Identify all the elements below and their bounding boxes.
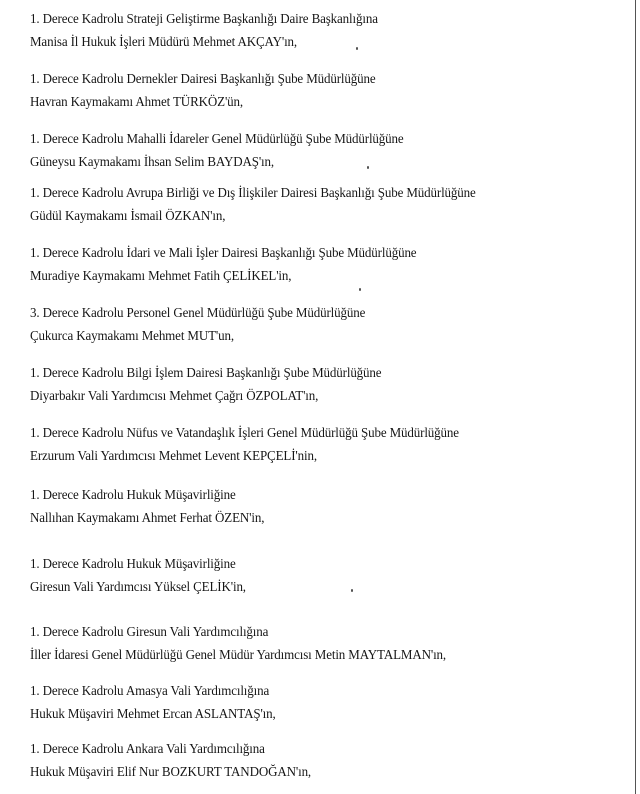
scan-speck bbox=[356, 47, 358, 50]
appointee-name: Çukurca Kaymakamı Mehmet MUT'un, bbox=[30, 329, 234, 344]
appointee-name: Erzurum Vali Yardımcısı Mehmet Levent KEPÇELİ'nin, bbox=[30, 449, 317, 464]
appointment-entry bbox=[30, 556, 620, 597]
appointee-name: İller İdaresi Genel Müdürlüğü Genel Müdür Yardımcısı Metin MAYTALMAN'ın, bbox=[30, 648, 447, 663]
appointee-name: Güdül Kaymakamı İsmail ÖZKAN'ın, bbox=[30, 209, 226, 224]
position-title: 1. Derece Kadrolu Avrupa Birliği ve Dış İlişkiler Dairesi Başkanlığı Şube Müdürlüğüne bbox=[30, 186, 476, 201]
scan-speck bbox=[359, 288, 361, 291]
page-edge-line bbox=[635, 0, 636, 794]
appointee-name: Giresun Vali Yardımcısı Yüksel ÇELİK'in, bbox=[30, 580, 246, 595]
position-title: 1. Derece Kadrolu Hukuk Müşavirliğine bbox=[30, 557, 236, 572]
position-title: 1. Derece Kadrolu Dernekler Dairesi Başkanlığı Şube Müdürlüğüne bbox=[30, 72, 376, 87]
appointment-entry bbox=[30, 11, 620, 52]
appointment-entry bbox=[30, 624, 620, 665]
appointment-entry bbox=[30, 365, 620, 406]
position-title: 1. Derece Kadrolu Ankara Vali Yardımcılığına bbox=[30, 742, 265, 757]
appointee-name: Diyarbakır Vali Yardımcısı Mehmet Çağrı ÖZPOLAT'ın, bbox=[30, 389, 319, 404]
appointment-entry bbox=[30, 305, 620, 346]
appointee-name: Muradiye Kaymakamı Mehmet Fatih ÇELİKEL'in, bbox=[30, 269, 292, 284]
position-title: 3. Derece Kadrolu Personel Genel Müdürlüğü Şube Müdürlüğüne bbox=[30, 306, 366, 321]
appointment-entry bbox=[30, 131, 620, 172]
appointment-entry bbox=[30, 741, 620, 782]
appointment-entry bbox=[30, 683, 620, 724]
appointee-name: Nallıhan Kaymakamı Ahmet Ferhat ÖZEN'in, bbox=[30, 511, 265, 526]
appointee-name: Havran Kaymakamı Ahmet TÜRKÖZ'ün, bbox=[30, 95, 244, 110]
appointee-name: Hukuk Müşaviri Elif Nur BOZKURT TANDOĞAN'ın, bbox=[30, 765, 312, 780]
position-title: 1. Derece Kadrolu Strateji Geliştirme Başkanlığı Daire Başkanlığına bbox=[30, 12, 378, 27]
position-title: 1. Derece Kadrolu Mahalli İdareler Genel Müdürlüğü Şube Müdürlüğüne bbox=[30, 132, 404, 147]
position-title: 1. Derece Kadrolu İdari ve Mali İşler Dairesi Başkanlığı Şube Müdürlüğüne bbox=[30, 246, 417, 261]
appointee-name: Hukuk Müşaviri Mehmet Ercan ASLANTAŞ'ın, bbox=[30, 707, 276, 722]
scan-speck bbox=[367, 166, 369, 169]
position-title: 1. Derece Kadrolu Amasya Vali Yardımcılığına bbox=[30, 684, 270, 699]
position-title: 1. Derece Kadrolu Bilgi İşlem Dairesi Başkanlığı Şube Müdürlüğüne bbox=[30, 366, 382, 381]
position-title: 1. Derece Kadrolu Giresun Vali Yardımcılığına bbox=[30, 625, 269, 640]
appointment-entry bbox=[30, 245, 620, 286]
appointment-entry bbox=[30, 487, 620, 528]
appointment-entry bbox=[30, 185, 620, 226]
appointment-entry bbox=[30, 425, 620, 466]
appointee-name: Güneysu Kaymakamı İhsan Selim BAYDAŞ'ın, bbox=[30, 155, 275, 170]
position-title: 1. Derece Kadrolu Hukuk Müşavirliğine bbox=[30, 488, 236, 503]
appointee-name: Manisa İl Hukuk İşleri Müdürü Mehmet AKÇAY'ın, bbox=[30, 35, 298, 50]
scan-speck bbox=[351, 589, 353, 592]
position-title: 1. Derece Kadrolu Nüfus ve Vatandaşlık İşleri Genel Müdürlüğü Şube Müdürlüğüne bbox=[30, 426, 459, 441]
appointment-entry bbox=[30, 71, 620, 112]
